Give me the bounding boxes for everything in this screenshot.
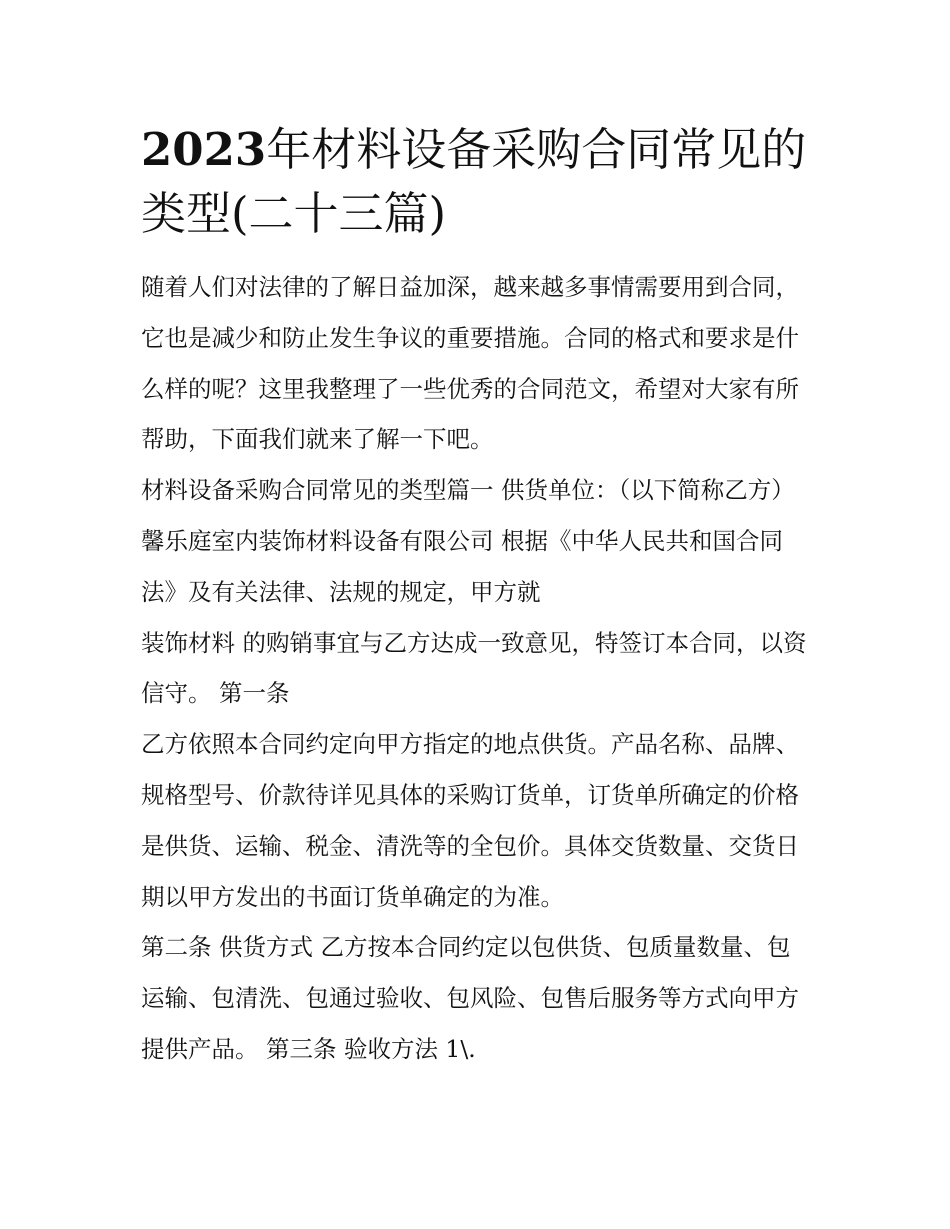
document-body: [141, 118, 813, 1075]
title-year: 2023: [141, 123, 267, 176]
contract-paragraph-4: 第二条 供货方式 乙方按本合同约定以包供货、包质量数量、包运输、包清洗、包通过验收、包风险、包售后服务等方式向甲方提供产品。 第三条 验收方法 1\.: [141, 933, 799, 1063]
contract-paragraph-3: 乙方依照本合同约定向甲方指定的地点供货。产品名称、品牌、规格型号、价款待详见具体的采购订货单，订货单所确定的价格是供货、运输、税金、清洗等的全包价。具体交货数量、交货日期以甲方发出的书面订货单确定的为准。: [141, 730, 799, 911]
intro-paragraph: 随着人们对法律的了解日益加深，越来越多事情需要用到合同，它也是减少和防止发生争议的重要措施。合同的格式和要求是什么样的呢？这里我整理了一些优秀的合同范文，希望对大家有所帮助，下面我们就来了解一下吧。: [141, 273, 799, 454]
contract-paragraph-1: 材料设备采购合同常见的类型篇一 供货单位：（以下简称乙方）馨乐庭室内装饰材料设备有限公司 根据《中华人民共和国合同法》及有关法律、法规的规定，甲方就: [141, 476, 795, 606]
document-title: [141, 118, 813, 246]
title-text: 年材料设备采购合同常见的类型(二十三篇): [141, 123, 807, 240]
contract-paragraph-2: 装饰材料 的购销事宜与乙方达成一致意见，特签订本合同，以资信守。 第一条: [141, 628, 807, 708]
